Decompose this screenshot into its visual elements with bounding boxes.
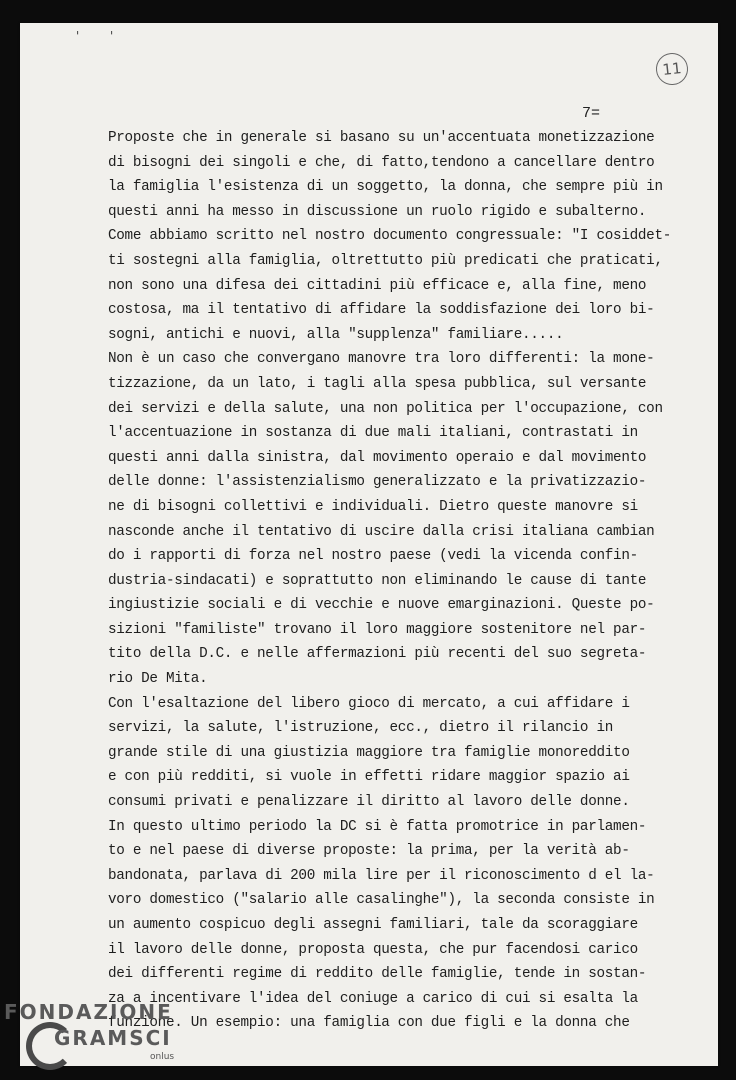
text-line: consumi privati e penalizzare il diritto al lavoro delle donne. xyxy=(108,794,630,811)
text-line: ingiustizie sociali e di vecchie e nuove emarginazioni. Queste po- xyxy=(108,597,655,614)
text-line: bandonata, parlava di 200 mila lire per il riconoscimento d el la- xyxy=(108,867,655,884)
text-line: sogni, antichi e nuovi, alla "supplenza" familiare..... xyxy=(108,326,564,343)
page-number: 7= xyxy=(582,105,601,122)
text-line: ne di bisogni collettivi e individuali. Dietro queste manovre si xyxy=(108,498,638,515)
text-line: servizi, la salute, l'istruzione, ecc., dietro il rilancio in xyxy=(108,720,614,737)
text-line: do i rapporti di forza nel nostro paese (vedi la vicenda confin- xyxy=(108,548,638,565)
text-line: delle donne: l'assistenzialismo generalizzato e la privatizzazio- xyxy=(108,474,647,491)
text-line: un aumento cospicuo degli assegni familiari, tale da scoraggiare xyxy=(108,917,638,933)
text-line: nasconde anche il tentativo di uscire dalla crisi italiana cambian xyxy=(108,523,655,540)
text-line: tizzazione, da un lato, i tagli alla spesa pubblica, sul versante xyxy=(108,375,647,392)
text-line: Non è un caso che convergano manovre tra loro differenti: la mone- xyxy=(108,351,655,368)
text-line: voro domestico ("salario alle casalinghe"), la seconda consiste in xyxy=(108,892,655,909)
text-line: Con l'esaltazione del libero gioco di mercato, a cui affidare i xyxy=(108,695,630,712)
text-line: Come abbiamo scritto nel nostro documento congressuale: "I cosiddet- xyxy=(108,228,672,245)
text-line: ti sostegni alla famiglia, oltrettutto più predicati che praticati, xyxy=(108,252,663,269)
text-line: sizioni "familiste" trovano il loro maggiore sostenitore nel par- xyxy=(108,621,647,638)
tick-mark: ' xyxy=(108,29,116,43)
text-line: rio De Mita. xyxy=(108,671,208,688)
body-text xyxy=(108,126,708,1036)
text-line: to e nel paese di diverse proposte: la prima, per la verità ab- xyxy=(108,843,630,860)
watermark xyxy=(4,1000,173,1050)
watermark-tag: onlus xyxy=(150,1052,175,1062)
text-line: di bisogni dei singoli e che, di fatto,tendono a cancellare dentro xyxy=(108,154,655,171)
text-line: l'accentuazione in sostanza di due mali italiani, contrastati in xyxy=(108,425,638,442)
archive-number-stamp: 11 xyxy=(654,51,689,86)
text-line: funzione. Un esempio: una famiglia con due figli e la donna che xyxy=(108,1015,630,1032)
text-line: dei differenti regime di reddito delle famiglie, tende in sostan- xyxy=(108,966,647,983)
text-line: tito della D.C. e nelle affermazioni più recenti del suo segreta- xyxy=(108,646,647,663)
text-line: e con più redditi, si vuole in effetti ridare maggior spazio ai xyxy=(108,769,630,786)
watermark-line-2: GRAMSCI xyxy=(54,1026,172,1050)
text-line: il lavoro delle donne, proposta questa, che pur facendosi carico xyxy=(108,941,638,958)
text-line: la famiglia l'esistenza di un soggetto, la donna, che sempre più in xyxy=(108,179,663,196)
text-line: In questo ultimo periodo la DC si è fatta promotrice in parlamen- xyxy=(108,818,647,835)
text-line: non sono una difesa dei cittadini più efficace e, alla fine, meno xyxy=(108,277,647,294)
text-line: questi anni dalla sinistra, dal movimento operaio e dal movimento xyxy=(108,449,647,466)
text-line: za a incentivare l'idea del coniuge a carico di cui si esalta la xyxy=(108,990,638,1007)
text-line: dei servizi e della salute, una non politica per l'occupazione, con xyxy=(108,400,663,417)
document-page xyxy=(20,23,718,1066)
text-line: costosa, ma il tentativo di affidare la soddisfazione dei loro bi- xyxy=(108,302,655,319)
text-line: dustria-sindacati) e soprattutto non eliminando le cause di tante xyxy=(108,572,647,589)
tick-mark: ' xyxy=(74,29,82,43)
text-line: grande stile di una giustizia maggiore tra famiglie monoreddito xyxy=(108,744,630,761)
text-line: questi anni ha messo in discussione un ruolo rigido e subalterno. xyxy=(108,203,647,220)
watermark-line-1: FONDAZIONE xyxy=(4,1000,173,1024)
text-line: Proposte che in generale si basano su un'accentuata monetizzazione xyxy=(108,130,655,146)
